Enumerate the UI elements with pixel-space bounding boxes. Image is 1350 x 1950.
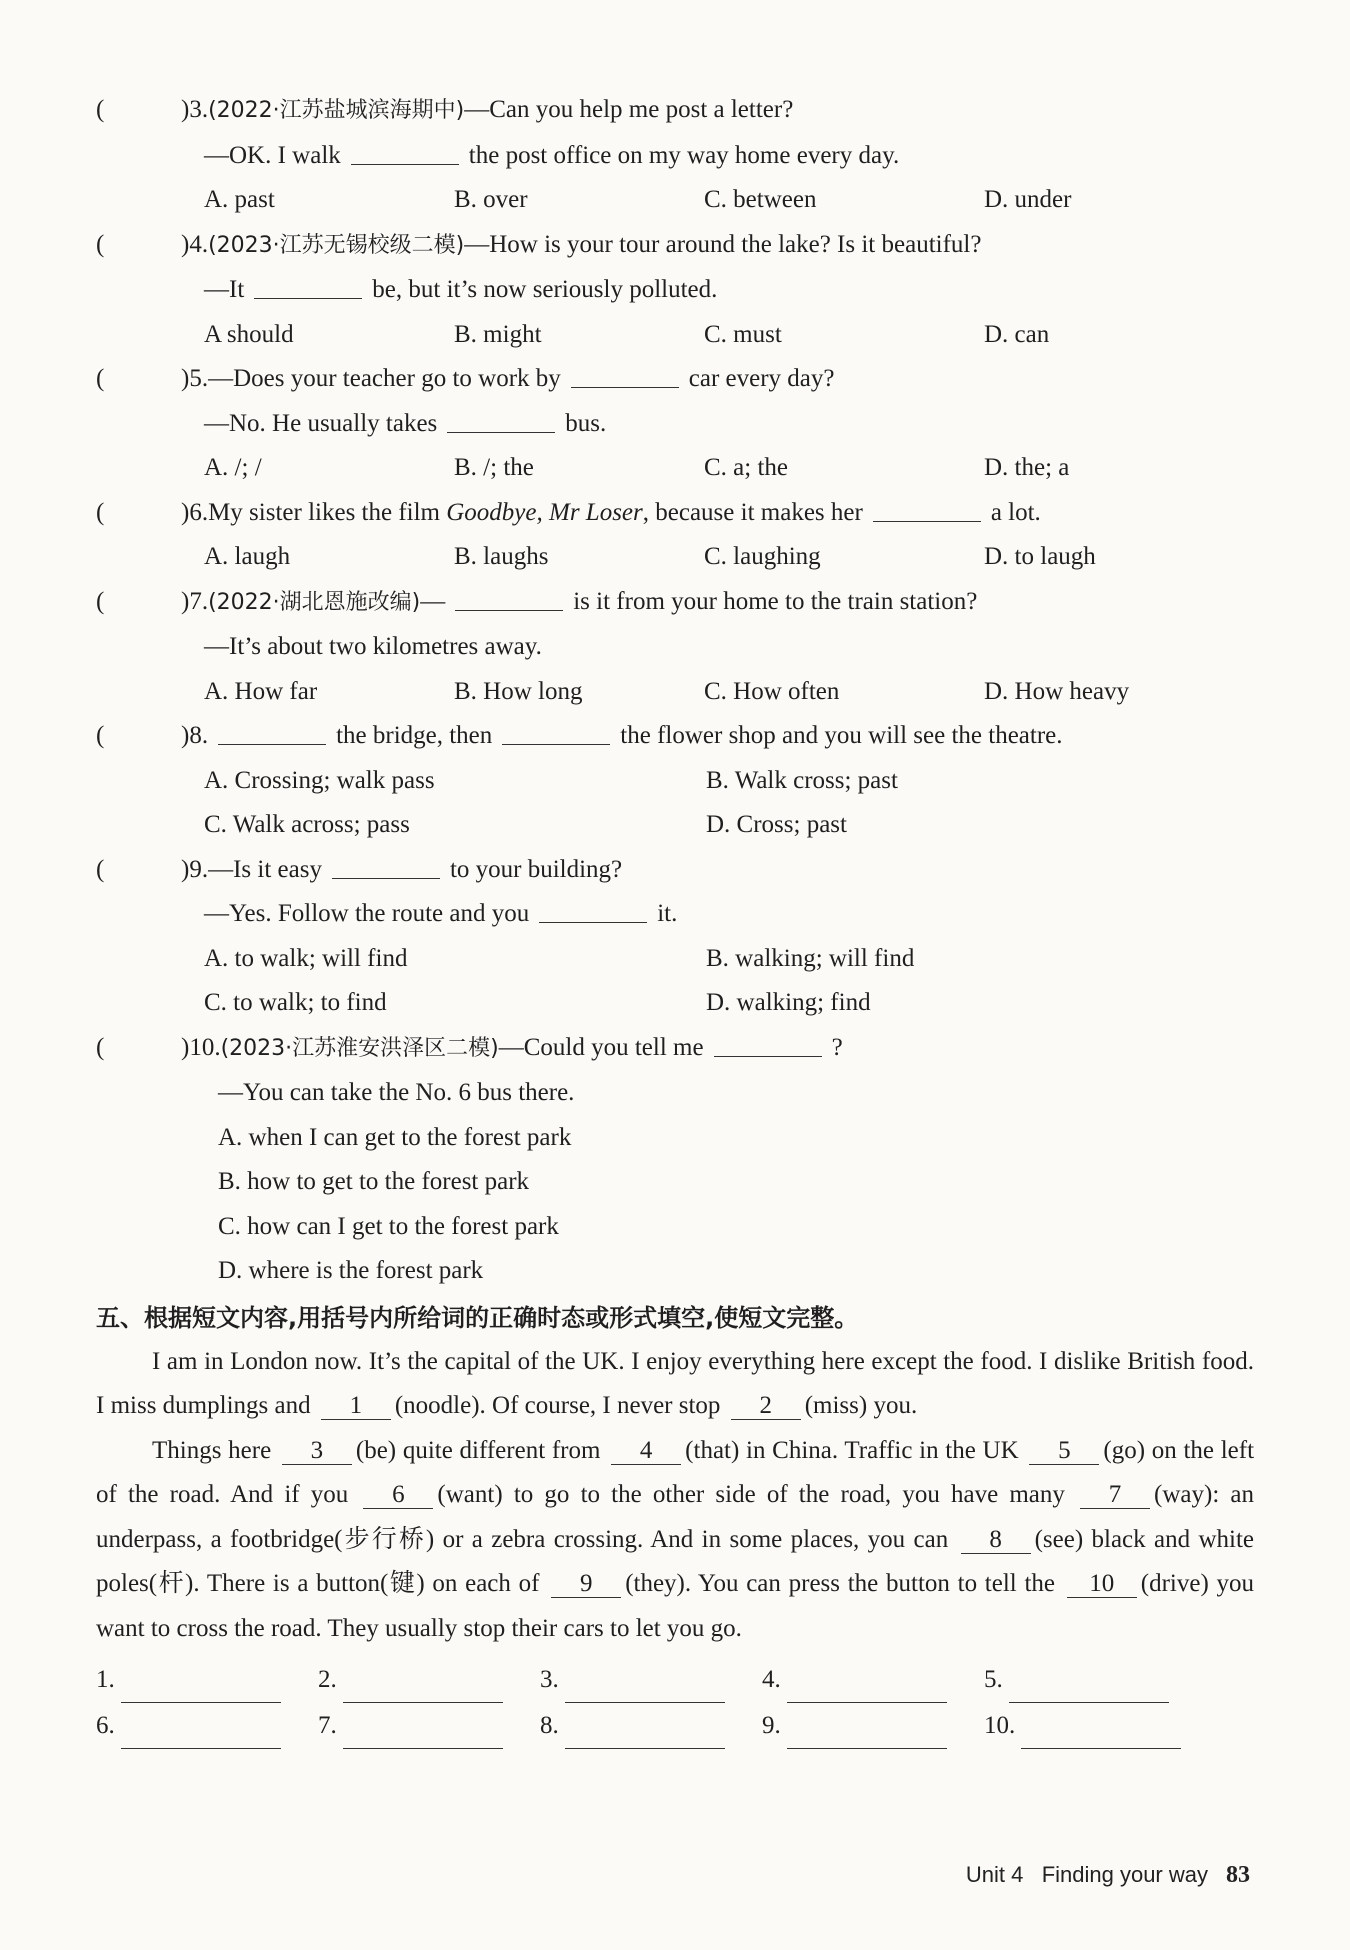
question-10	[96, 1026, 1254, 1294]
option-a[interactable]: A. /; /	[204, 454, 262, 481]
answer-label: 8.	[540, 1712, 559, 1739]
option-c[interactable]: C. How often	[704, 677, 840, 705]
option-a[interactable]: A. How far	[204, 677, 318, 705]
answer-line-8[interactable]	[565, 1720, 725, 1749]
answer-paren[interactable]: (	[96, 96, 105, 123]
option-c[interactable]: C. Walk across; pass	[204, 811, 410, 838]
options	[96, 178, 1254, 223]
answer-paren[interactable]: (	[96, 230, 105, 258]
question-number: )4.	[181, 230, 209, 258]
blank-8[interactable]: 8	[961, 1527, 1031, 1554]
blank[interactable]	[447, 410, 555, 433]
blank-7[interactable]: 7	[1080, 1482, 1150, 1509]
option-a[interactable]: A. laugh	[204, 543, 291, 570]
answer-label: 10.	[984, 1712, 1016, 1739]
options	[96, 759, 1254, 848]
question-4	[96, 223, 1254, 358]
question-text: —Does your teacher go to work by	[208, 365, 561, 392]
options	[96, 937, 1254, 1026]
option-a[interactable]: A. when I can get to the forest park	[218, 1123, 572, 1151]
option-b[interactable]: B. How long	[454, 677, 583, 705]
answer-paren[interactable]: (	[96, 722, 105, 749]
passage	[96, 1340, 1254, 1652]
question-source: (2023·江苏无锡校级二模)	[208, 232, 465, 258]
question-text: car every day?	[688, 365, 835, 392]
question-text: bus.	[565, 409, 607, 437]
passage-text: I am in London now. It’s the capital of the UK. I enjoy everything here except the food. I dislike British food. I miss dumplings and	[96, 1347, 1254, 1419]
option-b[interactable]: B. /; the	[454, 454, 534, 481]
question-text: —OK. I walk	[204, 141, 341, 169]
passage-text: (drive) you want to cross the road. They usually stop their cars to let you go.	[96, 1570, 1254, 1642]
answer-label: 7.	[318, 1712, 337, 1739]
option-a[interactable]: A. Crossing; walk pass	[204, 766, 435, 794]
option-b[interactable]: B. how to get to the forest park	[218, 1168, 530, 1195]
answer-label: 9.	[762, 1712, 781, 1739]
options	[96, 535, 1254, 580]
blank[interactable]	[254, 276, 362, 299]
blank-9[interactable]: 9	[551, 1571, 621, 1598]
question-9	[96, 848, 1254, 1026]
option-c[interactable]: C. how can I get to the forest park	[218, 1212, 559, 1240]
answer-line-2[interactable]	[343, 1674, 503, 1703]
option-b[interactable]: B. might	[454, 320, 542, 348]
passage-text: (that) in China. Traffic in the UK	[685, 1436, 1019, 1464]
question-text: —How is your tour around the lake? Is it beautiful?	[464, 230, 982, 258]
footer-title: Finding your way	[1041, 1862, 1208, 1887]
option-d[interactable]: D. to laugh	[984, 543, 1096, 570]
question-source: (2022·江苏盐城滨海期中)	[208, 98, 465, 123]
answer-line-10[interactable]	[1021, 1720, 1181, 1749]
answer-lines	[96, 1657, 1254, 1749]
question-text: —Is it easy	[208, 855, 322, 883]
question-text: ?	[831, 1033, 843, 1061]
blank[interactable]	[218, 722, 326, 745]
options	[96, 1116, 1254, 1294]
answer-label: 4.	[762, 1666, 781, 1693]
answer-label: 6.	[96, 1712, 115, 1739]
question-number: )6.	[181, 498, 209, 526]
option-d[interactable]: D. under	[984, 186, 1072, 213]
passage-text: (go) on the left of the road. And if you	[96, 1436, 1255, 1508]
option-a[interactable]: A should	[204, 320, 294, 348]
option-b[interactable]: B. over	[454, 186, 528, 213]
question-text: —It	[204, 276, 245, 303]
answer-line-6[interactable]	[121, 1720, 281, 1749]
question-text: , because it makes her	[642, 498, 863, 526]
blank[interactable]	[455, 588, 563, 611]
option-d[interactable]: D. can	[984, 320, 1050, 348]
answer-paren[interactable]: (	[96, 1033, 105, 1061]
answer-label: 5.	[984, 1666, 1003, 1693]
option-b[interactable]: B. Walk cross; past	[706, 766, 898, 794]
blank-10[interactable]: 10	[1067, 1571, 1137, 1598]
section-title: 五、根据短文内容,用括号内所给词的正确时态或形式填空,使短文完整。	[96, 1303, 859, 1332]
blank-3[interactable]: 3	[282, 1438, 352, 1465]
question-text: My sister likes the film	[208, 498, 440, 526]
question-number: )5.	[181, 365, 209, 392]
question-6	[96, 491, 1254, 580]
question-text: —No. He usually takes	[204, 409, 438, 437]
blank-1[interactable]: 1	[321, 1393, 391, 1420]
options	[96, 446, 1254, 491]
blank[interactable]	[539, 900, 647, 923]
question-text: the bridge, then	[336, 722, 493, 749]
question-text: the post office on my way home every day.	[468, 141, 900, 169]
question-text: —Yes. Follow the route and you	[204, 900, 530, 927]
question-3	[96, 88, 1254, 223]
footer-unit: Unit 4	[965, 1862, 1024, 1887]
question-number: )9.	[181, 855, 209, 883]
passage-text: (they). You can press the button to tell the	[625, 1570, 1056, 1597]
question-text: —Could you tell me	[498, 1033, 704, 1061]
question-number: )10.	[181, 1033, 221, 1061]
option-d[interactable]: D. How heavy	[984, 677, 1130, 705]
option-c[interactable]: C. to walk; to find	[204, 989, 387, 1016]
option-d[interactable]: D. walking; find	[706, 989, 871, 1016]
option-c[interactable]: C. a; the	[704, 454, 789, 481]
question-number: )3.	[181, 96, 209, 123]
options	[96, 670, 1254, 715]
passage-text: (way): an underpass, a footbridge(步行桥) or a zebra crossing. And in some places, you can	[96, 1481, 1255, 1553]
blank-6[interactable]: 6	[363, 1482, 433, 1509]
blank[interactable]	[332, 856, 440, 879]
blank[interactable]	[502, 722, 610, 745]
passage-text: (be) quite different from	[355, 1436, 601, 1464]
answer-row-2	[96, 1703, 1254, 1749]
passage-text: (miss) you.	[804, 1392, 918, 1419]
option-c[interactable]: C. must	[704, 320, 782, 348]
answer-line-5[interactable]	[1009, 1674, 1169, 1703]
option-c[interactable]: C. between	[704, 186, 817, 213]
page-number: 83	[1226, 1862, 1250, 1888]
answer-paren[interactable]: (	[96, 587, 105, 615]
blank-2[interactable]: 2	[731, 1393, 801, 1420]
option-a[interactable]: A. to walk; will find	[204, 944, 408, 972]
option-d[interactable]: D. Cross; past	[706, 811, 847, 838]
question-text: —It’s about two kilometres away.	[204, 633, 542, 660]
answer-line-9[interactable]	[787, 1720, 947, 1749]
question-text: a lot.	[990, 498, 1041, 526]
blank[interactable]	[714, 1034, 822, 1057]
option-b[interactable]: B. walking; will find	[706, 944, 915, 972]
answer-paren[interactable]: (	[96, 365, 105, 392]
blank-4[interactable]: 4	[611, 1438, 681, 1465]
answer-paren[interactable]: (	[96, 855, 105, 883]
question-number: )8.	[181, 722, 209, 749]
answer-paren[interactable]: (	[96, 498, 105, 526]
option-d[interactable]: D. the; a	[984, 454, 1070, 481]
question-text: to your building?	[449, 855, 623, 883]
passage-paragraph-1	[96, 1340, 1254, 1429]
answer-line-7[interactable]	[343, 1720, 503, 1749]
blank-5[interactable]: 5	[1029, 1438, 1099, 1465]
question-source: (2023·江苏淮安洪泽区二模)	[220, 1035, 499, 1061]
answer-line-4[interactable]	[787, 1674, 947, 1703]
passage-text: (see) black and white poles(杆). There is a button(键) on each of	[96, 1525, 1254, 1597]
answer-line-1[interactable]	[121, 1674, 281, 1703]
answer-line-3[interactable]	[565, 1674, 725, 1703]
options	[96, 313, 1254, 358]
question-text: —	[420, 587, 446, 615]
question-text: —You can take the No. 6 bus there.	[218, 1079, 575, 1106]
question-text: the flower shop and you will see the theatre.	[620, 722, 1063, 749]
answer-label: 2.	[318, 1666, 337, 1693]
question-source: (2022·湖北恩施改编)	[208, 589, 421, 615]
question-5	[96, 357, 1254, 491]
page-footer	[966, 1862, 1250, 1889]
blank[interactable]	[571, 365, 679, 388]
option-a[interactable]: A. past	[204, 186, 275, 213]
answer-label: 3.	[540, 1666, 559, 1693]
question-text: is it from your home to the train station?	[573, 587, 978, 615]
question-8	[96, 714, 1254, 848]
film-title: Goodbye, Mr Loser	[446, 498, 643, 526]
option-b[interactable]: B. laughs	[454, 543, 549, 570]
blank[interactable]	[351, 142, 459, 165]
passage-text: Things here	[152, 1436, 272, 1464]
question-text: it.	[657, 900, 678, 927]
answer-label: 1.	[96, 1666, 115, 1693]
question-number: )7.	[181, 587, 209, 615]
blank[interactable]	[873, 499, 981, 522]
passage-text: (want) to go to the other side of the road, you have many	[437, 1481, 1065, 1508]
option-d[interactable]: D. where is the forest park	[218, 1257, 484, 1284]
question-7	[96, 580, 1254, 715]
answer-row-1	[96, 1657, 1254, 1703]
option-c[interactable]: C. laughing	[704, 543, 821, 570]
passage-paragraph-2	[96, 1429, 1254, 1652]
passage-text: (noodle). Of course, I never stop	[394, 1392, 721, 1419]
question-text: —Can you help me post a letter?	[464, 96, 794, 123]
question-text: be, but it’s now seriously polluted.	[372, 276, 718, 303]
